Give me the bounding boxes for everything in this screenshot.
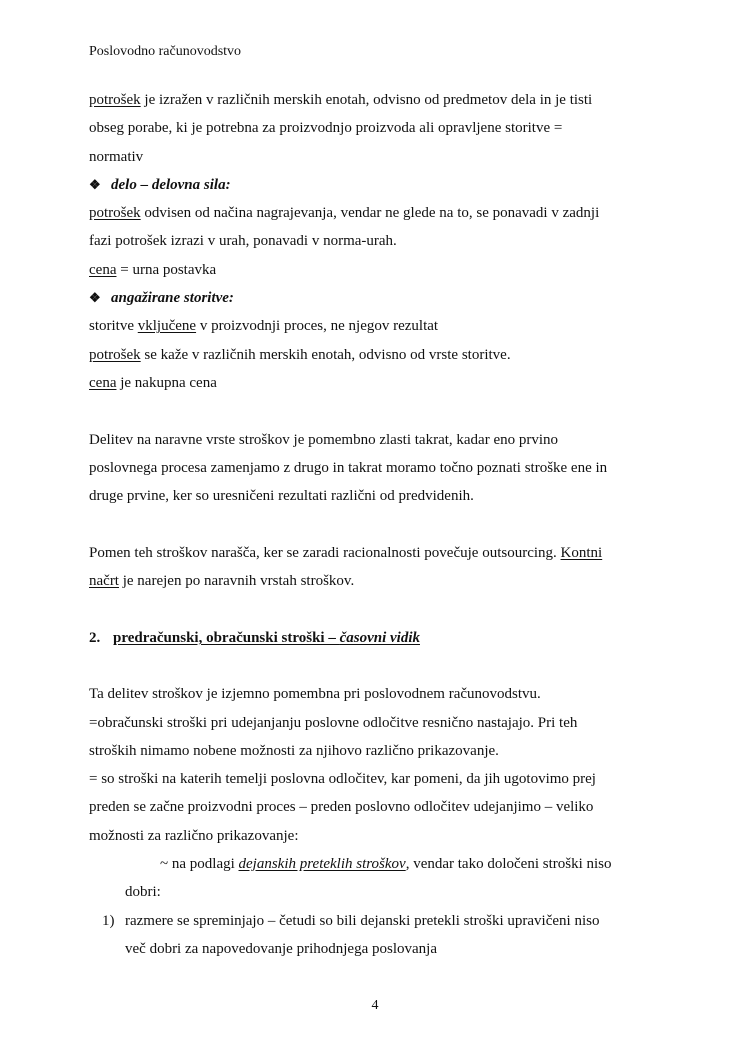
term-dejanski-stroski: dejanskih preteklih stroškov — [238, 856, 406, 873]
text: se kaže v različnih merskih enotah, odvisno od vrste storitve. — [140, 346, 511, 363]
paragraph-line — [89, 567, 669, 595]
paragraph-line: stroških nimamo nobene možnosti za njihovo različno prikazovanje. — [89, 742, 499, 759]
diamond-bullet-icon: ❖ — [89, 290, 101, 306]
term-potrosek: potrošek — [89, 346, 141, 363]
paragraph-line — [89, 256, 669, 284]
term-nacrt: načrt — [89, 573, 119, 590]
text: v proizvodnji proces, ne njegov rezultat — [196, 318, 439, 335]
paragraph-line — [89, 199, 669, 227]
spacer — [89, 397, 669, 425]
paragraph-line: preden se začne proizvodni proces – preden poslovno odločitev udejanjimo – veliko — [89, 799, 594, 816]
diamond-bullet-icon: ❖ — [89, 176, 101, 192]
paragraph-line: Delitev na naravne vrste stroškov je pomembno zlasti takrat, kadar eno prvino — [89, 431, 559, 448]
bullet-heading-storitve — [89, 284, 669, 312]
text: , vendar tako določeni stroški niso — [405, 856, 612, 873]
bullet-title: angažirane storitve: — [111, 290, 234, 307]
text: odvisen od načina nagrajevanja, vendar ne glede na to, se ponavadi v zadnji — [140, 205, 600, 222]
term-potrosek: potrošek — [89, 205, 141, 222]
list-item-continuation: več dobri za napovedovanje prihodnjega poslovanja — [125, 940, 437, 957]
spacer — [89, 595, 669, 623]
section-heading — [89, 624, 669, 652]
text: Pomen teh stroškov narašča, ker se zaradi racionalnosti povečuje outsourcing. — [89, 544, 561, 561]
bullet-title: delo – delovna sila: — [111, 176, 231, 193]
paragraph-line — [89, 369, 669, 397]
paragraph-line: obseg porabe, ki je potrebna za proizvodnjo proizvoda ali opravljene storitve = — [89, 120, 563, 137]
text: časovni vidik — [339, 629, 420, 646]
paragraph-line — [89, 341, 669, 369]
term-kontni: Kontni — [560, 544, 603, 561]
term-cena: cena — [89, 261, 117, 278]
paragraph-line: možnosti za različno prikazovanje: — [89, 827, 299, 844]
paragraph-line: =obračunski stroški pri udejanjanju poslovne odločitve resnično nastajajo. Pri teh — [89, 714, 578, 731]
paragraph-line — [89, 312, 669, 340]
text: predračunski, obračunski stroški – — [113, 629, 340, 646]
list-item — [89, 907, 669, 935]
paragraph-line — [89, 86, 669, 114]
text: = urna postavka — [116, 261, 217, 278]
paragraph-line — [89, 539, 669, 567]
spacer — [89, 510, 669, 538]
section-number: 2. — [89, 629, 101, 646]
paragraph-line: fazi potrošek izrazi v urah, ponavadi v norma-urah. — [89, 233, 397, 250]
text: je izražen v različnih merskih enotah, odvisno od predmetov dela in je tisti — [140, 92, 593, 108]
page-body — [89, 86, 669, 963]
page-number: 4 — [371, 998, 379, 1013]
term-vkljucene: vključene — [137, 318, 197, 335]
term-potrosek: potrošek — [89, 92, 141, 108]
term-cena: cena — [89, 374, 117, 391]
text: je narejen po naravnih vrstah stroškov. — [118, 573, 355, 590]
paragraph-line: = so stroški na katerih temelji poslovna odločitev, kar pomeni, da jih ugotovimo prej — [89, 771, 596, 788]
section-title — [113, 630, 420, 646]
sub-item — [89, 850, 669, 878]
paragraph-line: poslovnega procesa zamenjamo z drugo in takrat moramo točno poznati stroške ene in — [89, 459, 608, 476]
text: razmere se spreminjajo – četudi so bili dejanski pretekli stroški upravičeni niso — [125, 912, 600, 929]
running-header: Poslovodno računovodstvo — [89, 44, 242, 59]
paragraph-line: druge prvine, ker so uresničeni rezultati različni od predvidenih. — [89, 488, 474, 505]
paragraph-line: normativ — [89, 148, 144, 165]
list-number: 1) — [102, 912, 115, 929]
text: ~ na podlagi — [160, 856, 239, 873]
text: je nakupna cena — [116, 374, 217, 391]
text: storitve — [89, 318, 138, 335]
spacer — [89, 652, 669, 680]
bullet-heading-delo — [89, 171, 669, 199]
sub-item-continuation: dobri: — [125, 884, 161, 901]
paragraph-line: Ta delitev stroškov je izjemno pomembna pri poslovodnem računovodstvu. — [89, 686, 541, 703]
